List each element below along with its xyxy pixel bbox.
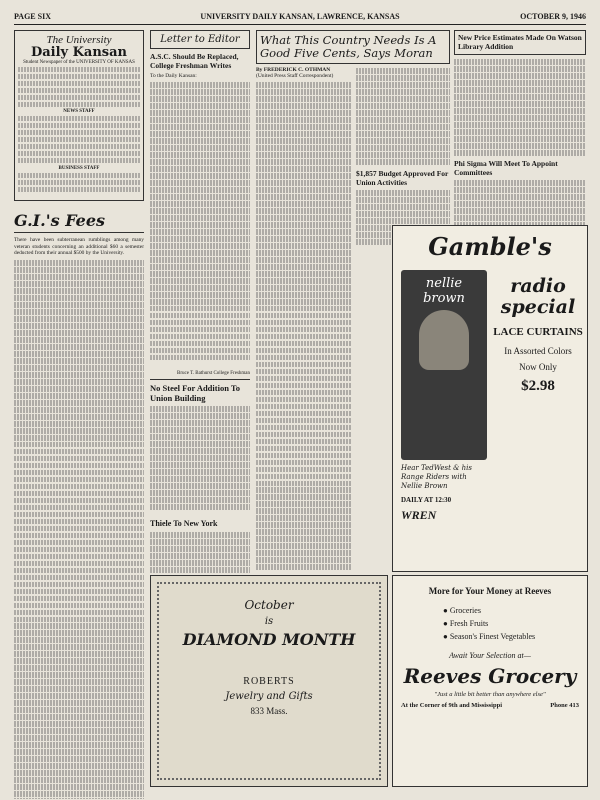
right-column — [454, 30, 586, 229]
bullet-icon: ● — [443, 619, 450, 628]
thiele-body — [150, 531, 250, 579]
radio-special: radio special — [500, 275, 576, 318]
column-2 — [150, 30, 250, 579]
diamond-month-name: DIAMOND MONTH — [182, 630, 356, 649]
business-staff-list — [18, 171, 140, 197]
diamond-month-label: October — [244, 598, 294, 612]
business-staff-label: BUSINESS STAFF — [58, 166, 100, 172]
main-story-title-2: Good Five Cents, Says Moran — [260, 46, 433, 60]
nellie-photo — [401, 270, 487, 460]
reeves-footer — [401, 702, 579, 709]
reeves-tag: "Just a little bit better than anywhere else" — [434, 691, 546, 698]
gambles-brand: Gamble's — [428, 232, 552, 261]
gi-fees-lead: There have been subterranean rumblings among many veteran students concerning an additional $60 a semester deducted from their annual $500 by the University. — [14, 237, 144, 256]
main-story-body-1 — [256, 81, 351, 581]
column-1 — [14, 30, 144, 799]
main-story-left-col — [256, 67, 351, 581]
radio-station: WREN — [401, 508, 437, 522]
steel-body — [150, 405, 250, 515]
diamond-ad — [150, 575, 388, 787]
steel-headline: No Steel For Addition To Union Building — [150, 383, 241, 403]
divider — [14, 232, 144, 233]
reeves-item-1: ● Fresh Fruits — [443, 619, 489, 628]
gambles-ad — [392, 225, 588, 572]
bullet-icon: ● — [443, 632, 450, 641]
nellie-name: nellie brown — [423, 276, 465, 306]
reeves-phone: Phone 413 — [550, 702, 579, 709]
prices-headline: New Price Estimates Made On Watson Library Addition — [458, 33, 582, 51]
diamond-is: is — [264, 616, 274, 627]
bullet-icon: ● — [443, 606, 450, 615]
broadcast-time: DAILY AT 12:30 — [401, 496, 452, 504]
reeves-item-0: ● Groceries — [443, 606, 481, 615]
masthead-line1: The University — [46, 34, 112, 46]
budget-headline: $1,857 Budget Approved For Union Activities — [356, 169, 449, 187]
prices-box — [454, 30, 586, 55]
page-header — [14, 12, 586, 25]
phisigma-headline: Phi Sigma Will Meet To Appoint Committees — [454, 159, 558, 177]
masthead — [14, 30, 144, 201]
reeves-name: Reeves Grocery — [403, 664, 577, 688]
paper-name: UNIVERSITY DAILY KANSAN, LAWRENCE, KANSAS — [200, 12, 400, 21]
main-story-headline-box — [256, 30, 450, 64]
reeves-ad — [392, 575, 588, 787]
reeves-await: Await Your Selection at— — [449, 651, 531, 660]
now-only: Now Only — [519, 362, 557, 372]
phisigma-body — [454, 179, 586, 229]
prices-body — [454, 58, 586, 158]
masthead-sub: Student Newspaper of the UNIVERSITY OF KANSAS — [23, 60, 135, 66]
masthead-line2: Daily Kansan — [30, 45, 128, 60]
letter-box-title: Letter to Editor — [150, 30, 250, 49]
gi-fees-body — [14, 259, 144, 799]
range-riders: Hear TedWest & his Range Riders with Nellie Brown — [401, 464, 472, 490]
page-number: PAGE SIX — [14, 12, 51, 21]
gi-fees-title: G.I.'s Fees — [14, 211, 106, 231]
reeves-item-2: ● Season's Finest Vegetables — [443, 632, 536, 641]
reeves-items — [443, 604, 587, 643]
store-address: 833 Mass. — [250, 706, 288, 716]
byline: By FREDERICK C. OTHMAN — [256, 67, 331, 73]
issue-date: OCTOBER 9, 1946 — [520, 12, 586, 21]
letter-salutation: To the Daily Kansan: — [150, 73, 197, 79]
press-credit: (United Press Staff Correspondent) — [256, 73, 334, 79]
reeves-tagline-top: More for Your Money at Reeves — [428, 586, 552, 596]
curtain-price: $2.98 — [521, 378, 555, 394]
store-line: Jewelry and Gifts — [225, 691, 313, 702]
main-story-body-2 — [356, 67, 450, 167]
letter-headline: A.S.C. Should Be Replaced, College Freshman Writes — [150, 52, 239, 70]
news-staff-label: NEWS STAFF — [63, 109, 95, 115]
store-name: ROBERTS — [243, 676, 295, 687]
letter-signature: Bruce T. Bathurst College Freshman — [177, 371, 250, 376]
thiele-headline: Thiele To New York — [150, 519, 218, 528]
news-staff-list — [18, 114, 140, 166]
masthead-text — [18, 65, 140, 109]
portrait-face — [419, 310, 469, 370]
divider — [150, 379, 250, 380]
reeves-address: At the Corner of 9th and Mississippi — [401, 702, 503, 709]
letter-body — [150, 81, 250, 371]
lace-curtains: LACE CURTAINS — [493, 326, 583, 338]
main-story-title-1: What This Country Needs Is A — [260, 33, 437, 47]
assorted-colors: In Assorted Colors — [504, 346, 572, 356]
